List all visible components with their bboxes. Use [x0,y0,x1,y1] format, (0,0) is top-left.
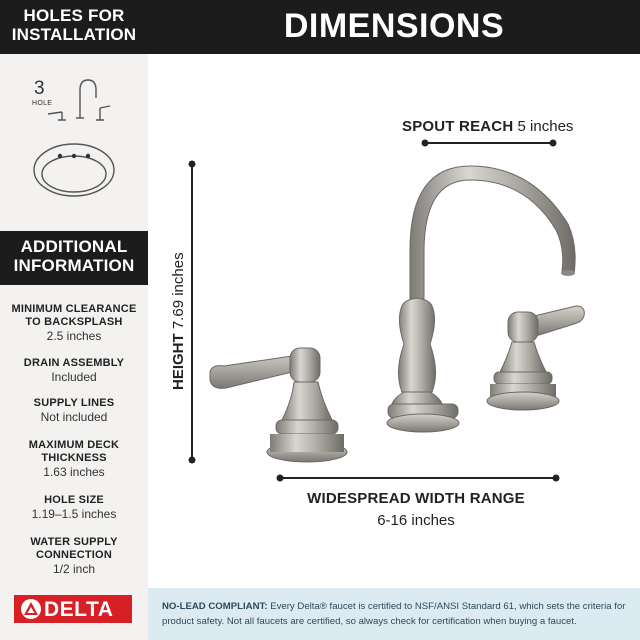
spec-drain-assembly [0,357,148,384]
height-value: 7.69 inches [170,252,187,330]
additional-heading-line-1: ADDITIONAL [20,237,128,256]
spec-value: Included [51,370,97,384]
spec-value: Not included [40,410,108,424]
spec-water-supply [0,536,148,576]
spec-min-clearance [0,303,148,343]
additional-info-heading [0,231,148,285]
three-hole-diagram-icon [0,70,148,220]
spec-label: TO BACKSPLASH [25,316,123,328]
delta-brand-text: DELTA [44,598,114,621]
spec-value: 1.19–1.5 inches [31,507,117,521]
note-bold-lead: NO-LEAD COMPLIANT: [162,601,268,612]
hole-word: HOLE [32,100,53,107]
spec-hole-size [0,494,148,521]
holes-heading-line-2: INSTALLATION [11,25,137,44]
spout-reach-label [402,118,573,135]
hole-count: 3 [34,78,45,99]
spec-value: 1/2 inch [52,562,96,576]
spout-reach-value: 5 inches [517,118,574,135]
spec-label: MINIMUM CLEARANCE [11,303,137,315]
spec-value: 2.5 inches [46,329,102,343]
holes-heading-line-1: HOLES FOR [23,6,125,25]
spec-label: SUPPLY LINES [33,397,115,409]
page-title: DIMENSIONS [148,0,640,54]
spout-reach-title: SPOUT REACH [402,118,514,135]
delta-triangle-icon [20,598,42,620]
width-range-value: 6-16 inches [377,512,455,529]
height-title: HEIGHT [170,333,187,390]
spec-label: THICKNESS [41,452,107,464]
additional-heading-line-2: INFORMATION [13,256,135,275]
spec-max-deck-thickness [0,439,148,479]
spec-value: 1.63 inches [43,465,105,479]
spec-label: CONNECTION [36,549,112,561]
spec-label: DRAIN ASSEMBLY [23,357,125,369]
spec-label: HOLE SIZE [44,494,104,506]
holes-heading [0,0,148,54]
note-text: Every Delta® faucet is certified to NSF/ANSI Standard 61, which sets the criteria for product safety. Not all faucets are certified, so always check for certification when buying a faucet. [162,601,626,627]
height-label [170,230,187,390]
spec-label: WATER SUPPLY [30,536,118,548]
spec-label: MAXIMUM DECK [28,439,120,451]
spec-supply-lines [0,397,148,424]
width-range-title: WIDESPREAD WIDTH RANGE [307,490,525,507]
no-lead-compliance-note [148,588,640,640]
